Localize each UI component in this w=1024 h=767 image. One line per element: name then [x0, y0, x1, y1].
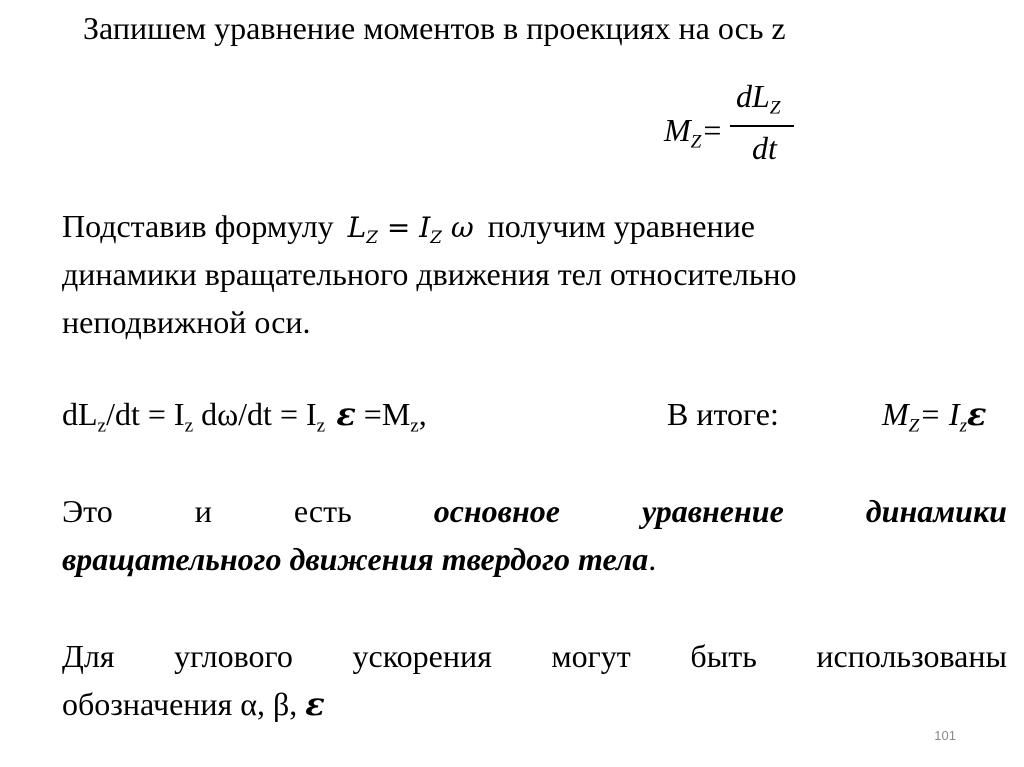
paragraph1-line3: неподвижной оси.: [62, 304, 311, 340]
p3-word: Для: [62, 638, 115, 674]
paragraph2-line2: [62, 535, 656, 583]
eq-part2-sub: z: [184, 415, 194, 437]
eq-part3: dω/dt = I: [193, 396, 317, 432]
eq-part4: =M: [355, 396, 411, 432]
result-formula: [882, 390, 987, 451]
fraction-numerator-sub: Z: [769, 97, 781, 119]
page-number: 101: [934, 728, 956, 743]
result-i-sub: z: [959, 415, 968, 437]
fraction-lhs: [664, 112, 721, 154]
fraction-lhs-symbol: M: [664, 112, 691, 148]
p2-word-emphasis: основное: [433, 493, 560, 529]
paragraph1-line1-before: Подставив формулу: [62, 208, 334, 244]
p3-line2-text: обозначения α, β,: [62, 686, 306, 722]
result-eq-i: = I: [919, 396, 960, 432]
fraction-equals: =: [703, 112, 722, 148]
result-epsilon: ε: [967, 395, 987, 433]
eq-part1: dL: [62, 396, 98, 432]
eq-epsilon: ε: [325, 395, 356, 433]
result-m: M: [882, 396, 909, 432]
eq-part2: /dt = I: [106, 396, 185, 432]
paragraph3-line1: [62, 632, 1007, 680]
inline-formula-l: L: [347, 211, 367, 244]
paragraph3-line2: [62, 680, 325, 728]
p3-word: могут: [551, 638, 631, 674]
inline-formula-i: I: [419, 211, 431, 244]
p3-word: использованы: [816, 638, 1007, 674]
slide-title: Запишем уравнение моментов в проекциях на ось z: [83, 10, 786, 46]
fraction-numerator-symbol: dL: [736, 78, 770, 114]
fraction-lhs-sub: Z: [690, 131, 702, 153]
p2-word-emphasis: уравнение: [641, 493, 784, 529]
p2-emphasis: вращательного движения твердого тела: [62, 541, 649, 577]
p2-word: и: [194, 493, 212, 529]
fraction-denominator: dt: [752, 130, 777, 166]
p2-word: Это: [62, 493, 113, 529]
p2-word-emphasis: динамики: [865, 493, 1007, 529]
result-label: В итоге:: [667, 396, 779, 432]
p3-word: углового: [174, 638, 293, 674]
eq-part1-sub: z: [97, 415, 107, 437]
paragraph1-line2: динамики вращательного движения тел относительно: [62, 256, 797, 292]
inline-formula-i-sub: Z: [430, 226, 442, 247]
equation-line: [62, 390, 1007, 451]
p2-word: есть: [293, 493, 352, 529]
p2-period: .: [648, 541, 657, 577]
eq-part5: ,: [418, 396, 427, 432]
equation-chain: [62, 395, 427, 437]
result-m-sub: Z: [908, 415, 920, 437]
inline-formula-l-sub: Z: [366, 226, 378, 247]
eq-part4-sub: z: [410, 415, 419, 437]
inline-formula-omega: ω: [441, 211, 474, 244]
inline-formula-eq: =: [377, 211, 420, 244]
fraction-bar: [730, 125, 794, 127]
p3-word: быть: [690, 638, 757, 674]
eq-part3-sub: z: [316, 415, 326, 437]
p3-epsilon: ε: [305, 685, 325, 723]
paragraph1-line1-after: получим уравнение: [487, 208, 755, 244]
fraction-numerator: [736, 78, 780, 120]
p3-word: ускорения: [352, 638, 492, 674]
inline-formula-lz: [347, 211, 474, 247]
moment-equation-fraction: [664, 78, 824, 182]
paragraph2-line1: [62, 487, 1007, 535]
